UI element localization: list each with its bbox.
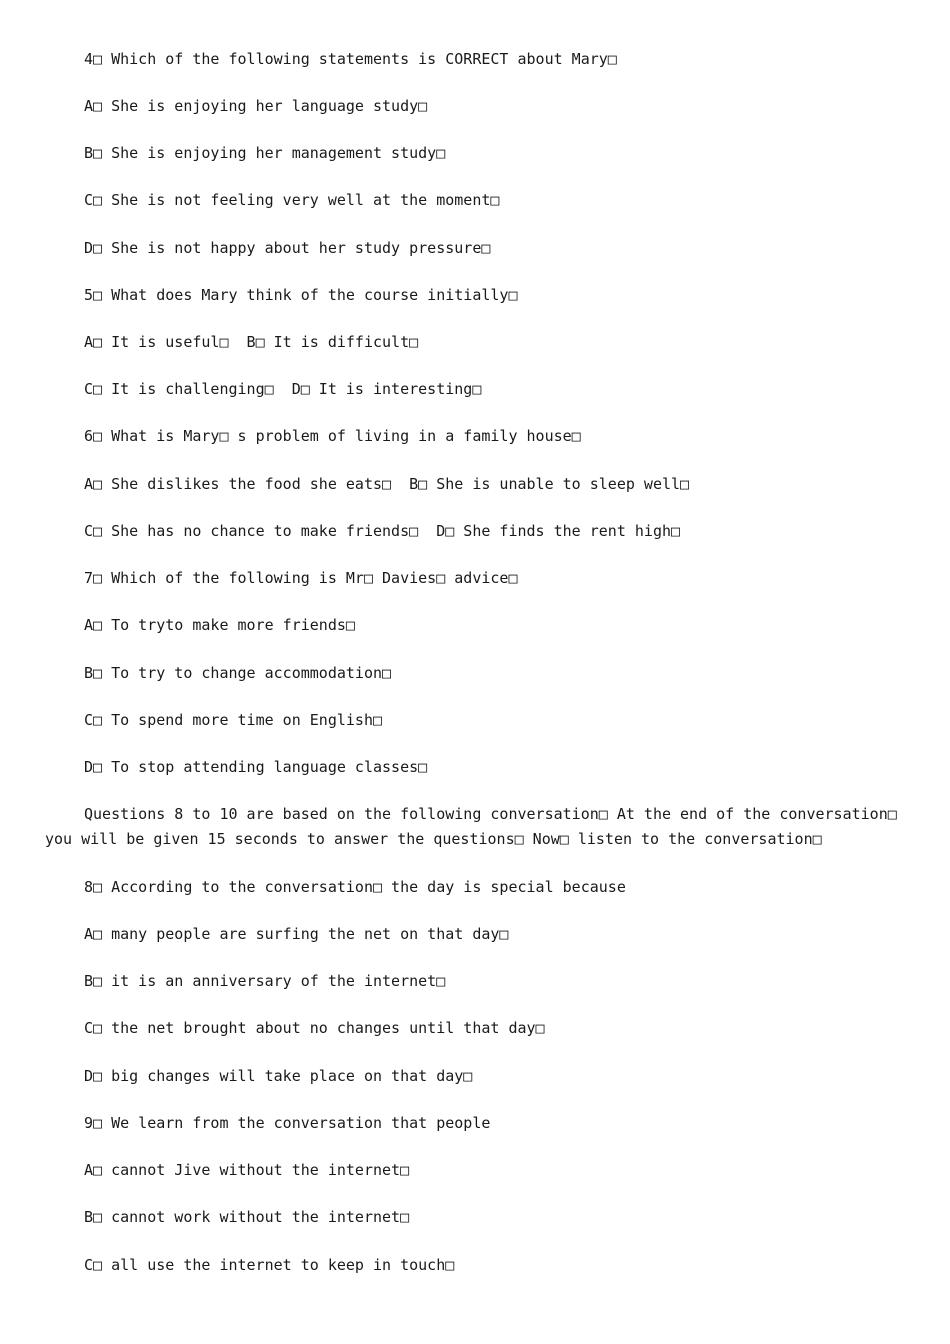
- question-9: 9□ We learn from the conversation that people: [84, 1114, 491, 1132]
- options-6ab: A□ She dislikes the food she eats□ B□ She is unable to sleep well□: [84, 475, 690, 493]
- option-9a: A□ cannot Jive without the internet□: [84, 1161, 410, 1179]
- option-8a: A□ many people are surfing the net on that day□: [84, 925, 509, 943]
- option-7b: B□ To try to change accommodation□: [84, 664, 392, 682]
- options-6cd: C□ She has no chance to make friends□ D□ She finds the rent high□: [84, 522, 681, 540]
- option-9c: C□ all use the internet to keep in touch□: [84, 1256, 455, 1274]
- instructions-paragraph: Questions 8 to 10 are based on the following conversation□ At the end of the conversation□ you will be given 15 seconds to answer the questions□ Now□ listen to the conversation□: [45, 805, 897, 848]
- option-9b: B□ cannot work without the internet□: [84, 1208, 410, 1226]
- option-4b: B□ She is enjoying her management study□: [84, 144, 446, 162]
- question-8: 8□ According to the conversation□ the day is special because: [84, 878, 626, 896]
- option-8c: C□ the net brought about no changes until that day□: [84, 1019, 545, 1037]
- option-7d: D□ To stop attending language classes□: [84, 758, 428, 776]
- option-4d: D□ She is not happy about her study pressure□: [84, 239, 491, 257]
- option-7a: A□ To tryto make more friends□: [84, 616, 355, 634]
- option-4c: C□ She is not feeling very well at the moment□: [84, 191, 500, 209]
- question-4: 4□ Which of the following statements is CORRECT about Mary□: [84, 50, 617, 68]
- option-8b: B□ it is an anniversary of the internet□: [84, 972, 446, 990]
- options-5ab: A□ It is useful□ B□ It is difficult□: [84, 333, 419, 351]
- question-5: 5□ What does Mary think of the course initially□: [84, 286, 518, 304]
- option-7c: C□ To spend more time on English□: [84, 711, 383, 729]
- options-5cd: C□ It is challenging□ D□ It is interesting□: [84, 380, 482, 398]
- question-6: 6□ What is Mary□ s problem of living in a family house□: [84, 427, 581, 445]
- question-7: 7□ Which of the following is Mr□ Davies□ advice□: [84, 569, 518, 587]
- option-4a: A□ She is enjoying her language study□: [84, 97, 428, 115]
- option-8d: D□ big changes will take place on that day□: [84, 1067, 473, 1085]
